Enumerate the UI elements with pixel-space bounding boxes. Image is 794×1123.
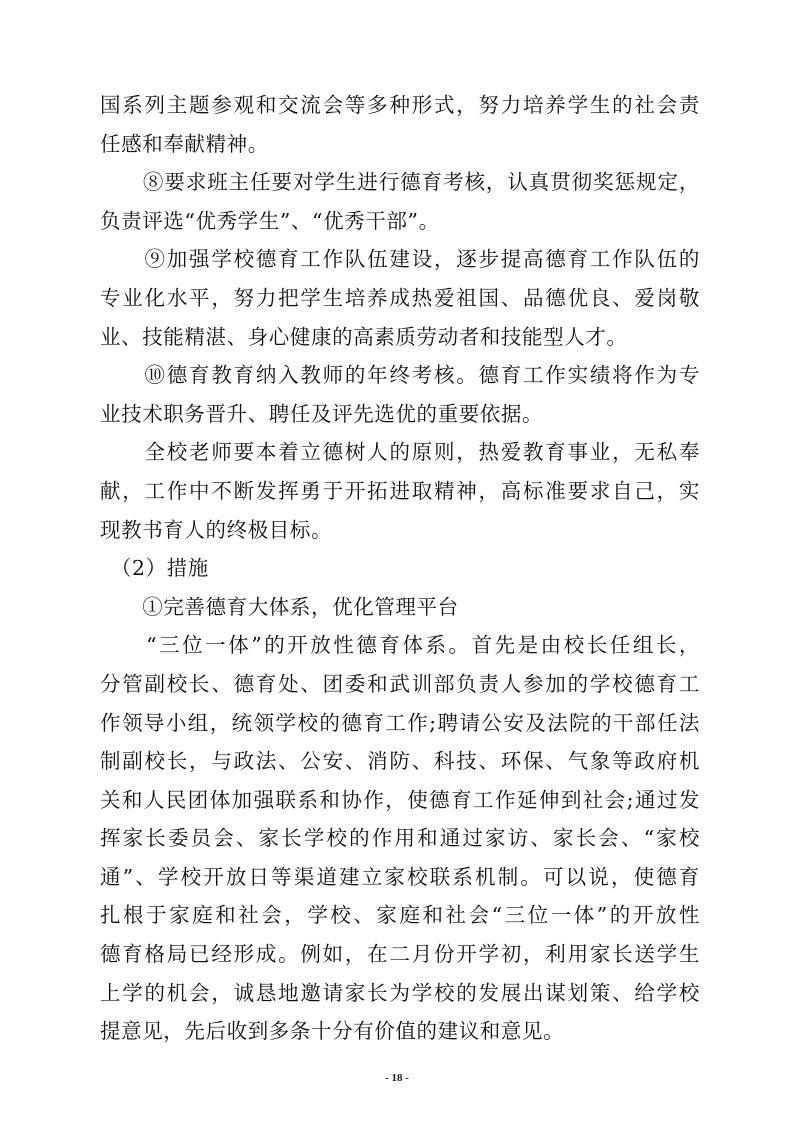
text-line: 扎根于家庭和社会，学校、家庭和社会“三位一体”的开放性 [100, 903, 700, 928]
text-line: 全校老师要本着立德树人的原则，热爱教育事业，无私奉 [100, 440, 700, 465]
page-number: - 18 - [385, 1072, 409, 1084]
text-line: 分管副校长、德育处、团委和武训部负责人参加的学校德育工 [100, 671, 700, 696]
text-line: 业、技能精湛、身心健康的高素质劳动者和技能型人才。 [100, 324, 628, 349]
text-line: ⑨加强学校德育工作队伍建设，逐步提高德育工作队伍的 [100, 247, 700, 272]
text-line: 业技术职务晋升、聘任及评先选优的重要依据。 [100, 401, 544, 426]
text-line: “三位一体”的开放性德育体系。首先是由校长任组长， [100, 633, 700, 658]
text-line: 上学的机会，诚恳地邀请家长为学校的发展出谋划策、给学校 [100, 980, 700, 1005]
text-line: 现教书育人的终极目标。 [100, 517, 333, 542]
subsection-heading: ①完善德育大体系，优化管理平台 [100, 594, 459, 619]
text-line: ⑧要求班主任要对学生进行德育考核，认真贯彻奖惩规定， [100, 170, 700, 195]
text-line: 专业化水平，努力把学生培养成热爱祖国、品德优良、爱岗敬 [100, 285, 700, 310]
text-line: 国系列主题参观和交流会等多种形式，努力培养学生的社会责 [100, 93, 700, 117]
text-line: 献，工作中不断发挥勇于开拓进取精神，高标准要求自己，实 [100, 478, 700, 503]
text-line: ⑩德育教育纳入教师的年终考核。德育工作实绩将作为专 [100, 363, 700, 388]
text-line: 提意见，先后收到多条十分有价值的建议和意见。 [100, 1019, 565, 1044]
text-line: 通”、学校开放日等渠道建立家校联系机制。可以说，使德育 [100, 864, 700, 889]
text-line: 关和人民团体加强联系和协作，使德育工作延伸到社会;通过发 [100, 787, 700, 812]
text-line: 德育格局已经形成。例如，在二月份开学初，利用家长送学生 [100, 942, 700, 967]
text-line: 制副校长，与政法、公安、消防、科技、环保、气象等政府机 [100, 749, 700, 774]
text-line: 作领导小组，统领学校的德育工作;聘请公安及法院的干部任法 [100, 710, 700, 735]
body-text [100, 86, 700, 1051]
section-heading: （2）措施 [100, 556, 209, 581]
text-line: 挥家长委员会、家长学校的作用和通过家访、家长会、“家校 [100, 826, 700, 851]
text-line: 负责评选“优秀学生”、“优秀干部”。 [100, 208, 440, 233]
text-line: 任感和奉献精神。 [100, 131, 269, 156]
